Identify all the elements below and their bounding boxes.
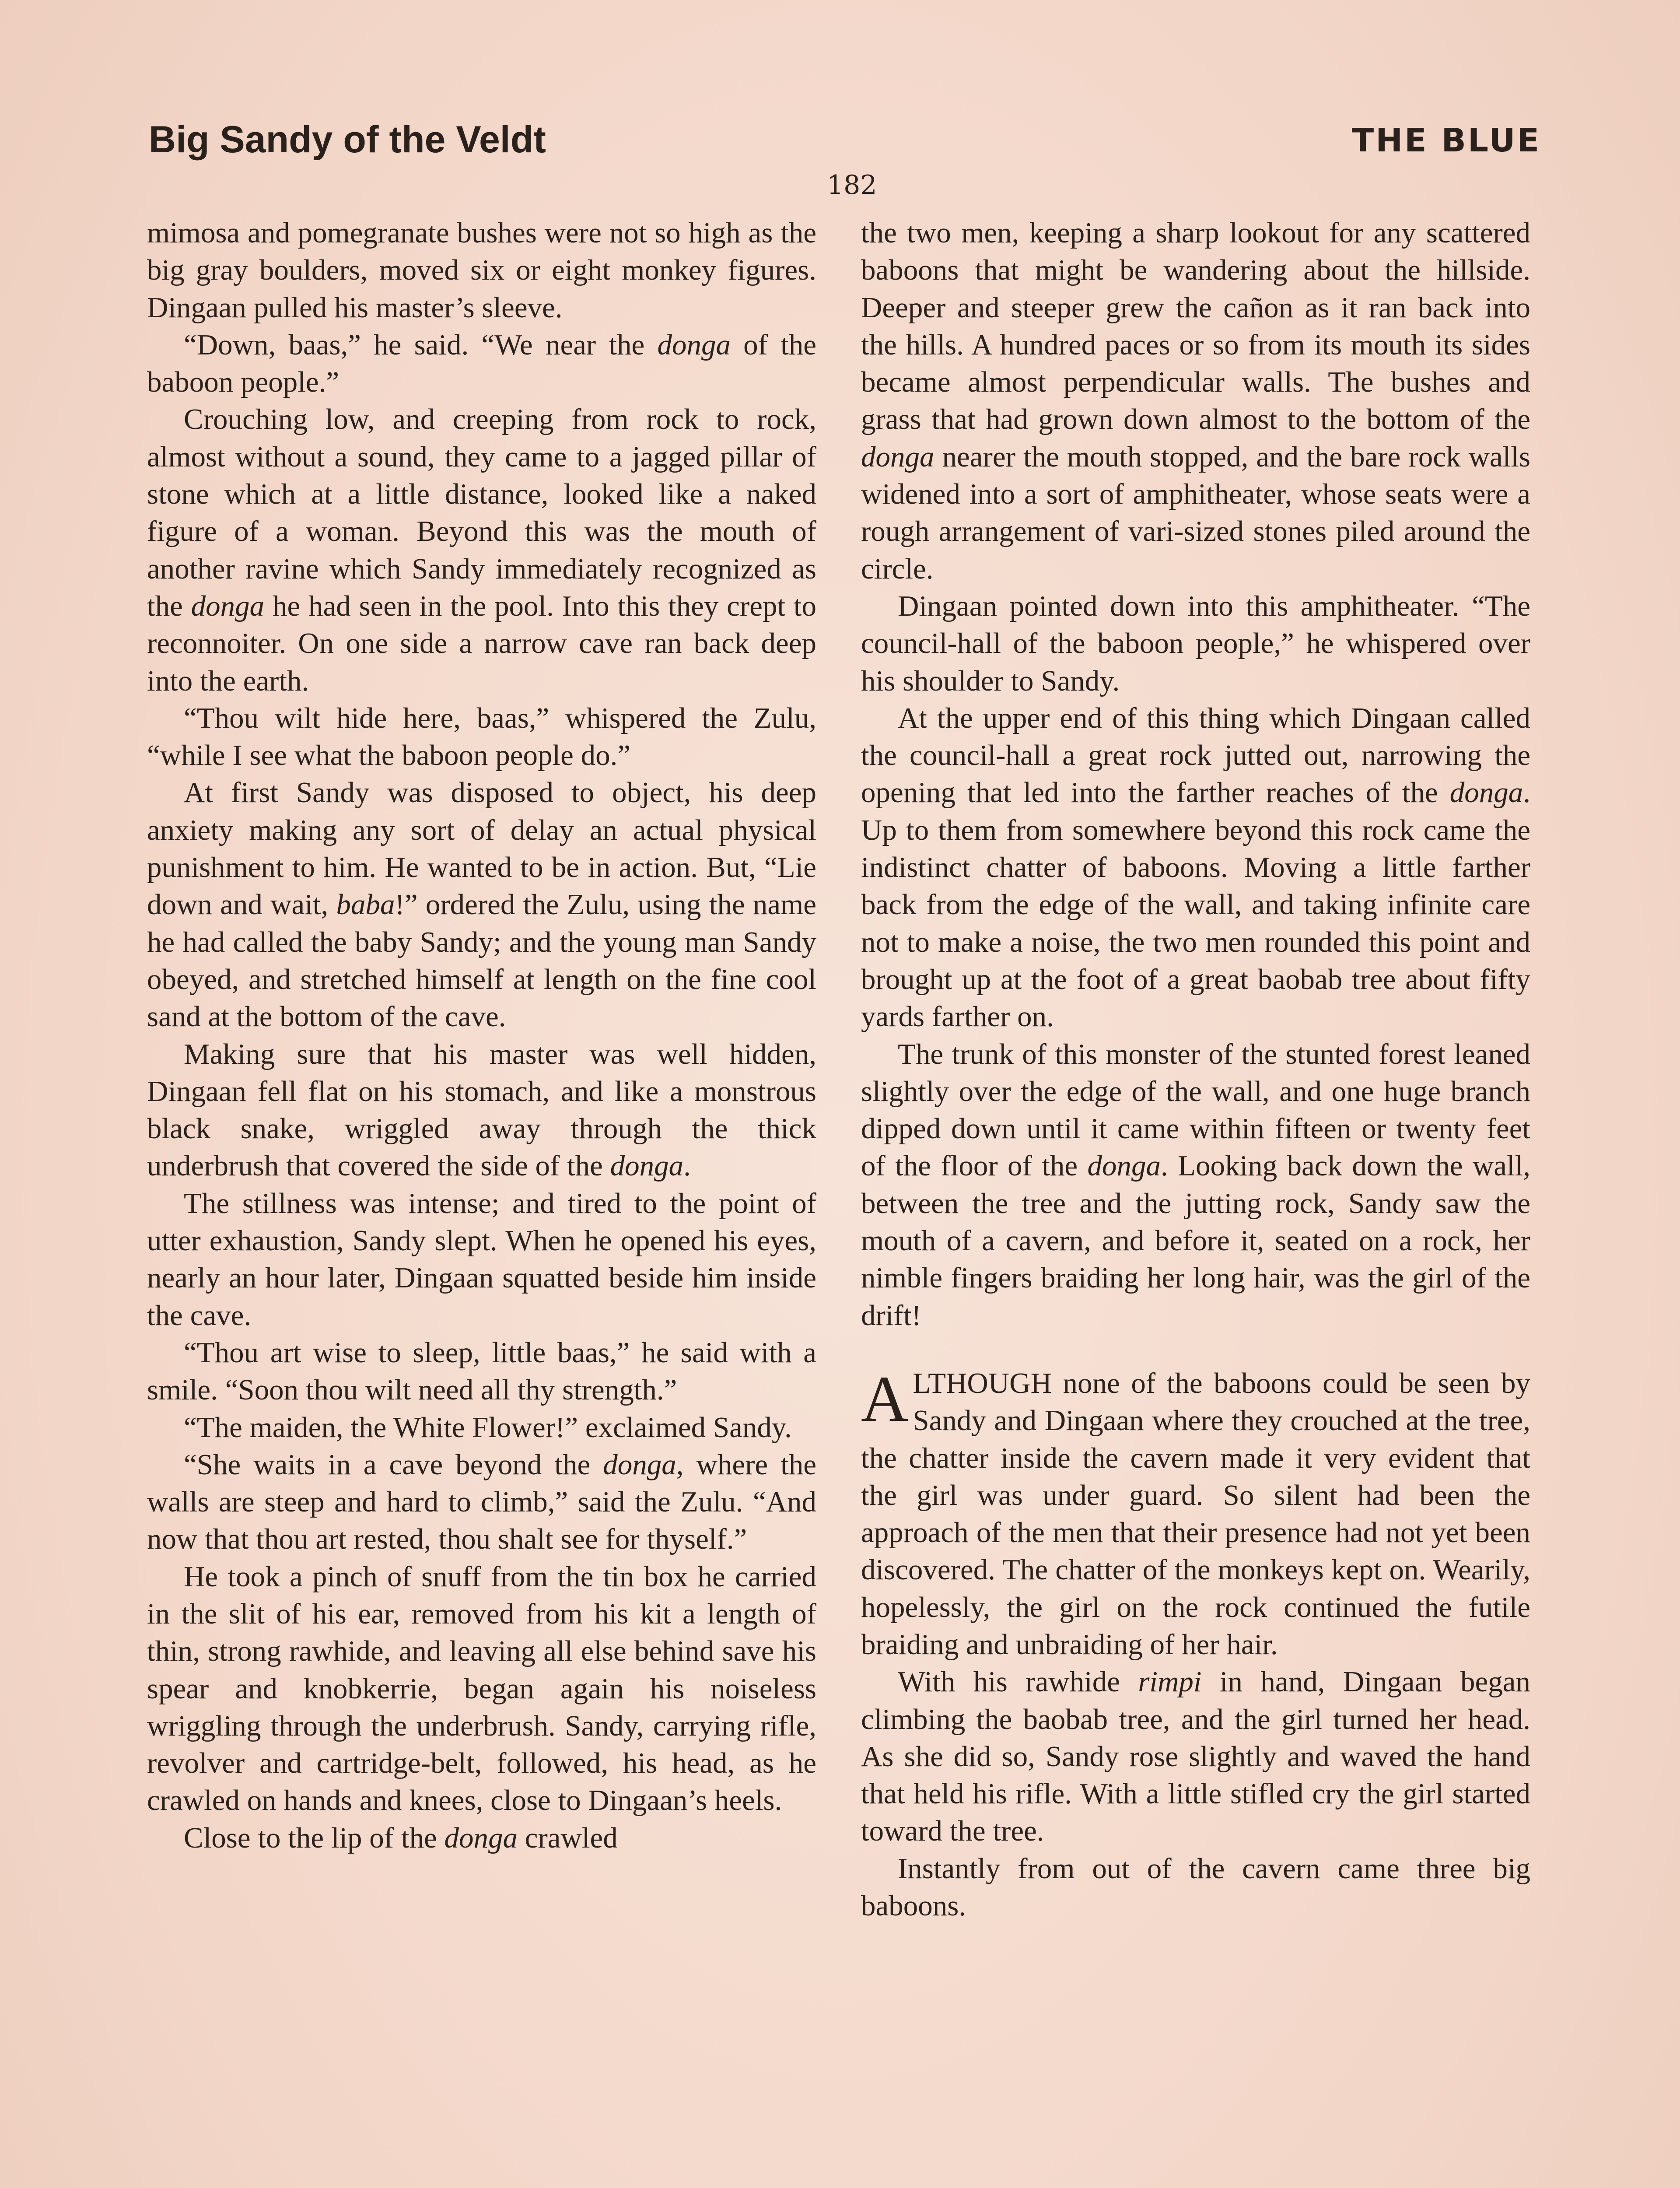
paragraph: Dingaan pointed down into this amphitheater. “The council-hall of the baboon people,” he whispered over his shoulder to Sandy. xyxy=(861,589,1530,697)
section-paragraph: ALTHOUGH none of the baboons could be seen by Sandy and Dingaan where they crouched at the tree, the chatter inside the cavern made it very evident that the girl was under guard. So silent had been the approach of the men that their presence had not yet been discovered. The chatter of the monkeys kept on. Wearily, hopelessly, the girl on the rock continued the futile braiding and unbraiding of her hair. xyxy=(861,1362,1530,1661)
paragraph: “Thou art wise to sleep, little baas,” he said with a smile. “Soon thou wilt need all thy strength.” xyxy=(147,1336,816,1406)
story-title: Big Sandy of the Veldt xyxy=(149,119,546,161)
paragraph: “She waits in a cave beyond the donga, where the walls are steep and hard to climb,” said the Zulu. “And now that thou art rested, thou shalt see for thyself.” xyxy=(147,1448,817,1556)
paragraph: “Down, baas,” he said. “We near the donga of the baboon people.” xyxy=(147,328,816,399)
magazine-name: THE BLUE xyxy=(1351,122,1541,159)
paragraph: “Thou wilt hide here, baas,” whispered the Zulu, “while I see what the baboon people do.” xyxy=(147,701,816,772)
left-column xyxy=(147,214,816,1857)
right-column xyxy=(861,214,1530,1925)
paragraph: At the upper end of this thing which Dingaan called the council-hall a great rock jutted out, narrowing the opening that led into the farther reaches of the donga. Up to them from somewhere beyond this rock came the indistinct chatter of baboons. Moving a little farther back from the edge of the wall, and taking infinite care not to make a noise, the two men rounded this point and brought up at the foot of a great baobab tree about fifty yards farther on. xyxy=(861,701,1530,1033)
paragraph: At first Sandy was disposed to object, his deep anxiety making any sort of delay an actual physical punishment to him. He wanted to be in action. But, “Lie down and wait, baba!” ordered the Zulu, using the name he had called the baby Sandy; and the young man Sandy obeyed, and stretched himself at length on the fine cool sand at the bottom of the cave. xyxy=(147,776,816,1033)
paragraph: The trunk of this monster of the stunted forest leaned slightly over the edge of the wall, and one huge branch dipped down until it came within fifteen or twenty feet of the floor of the donga. Looking back down the wall, between the tree and the jutting rock, Sandy saw the mouth of a cavern, and before it, seated on a rock, her nimble fingers braiding her long hair, was the girl of the drift! xyxy=(861,1038,1530,1332)
paragraph: The stillness was intense; and tired to the point of utter exhaustion, Sandy slept. When he opened his eyes, nearly an hour later, Dingaan squatted beside him inside the cave. xyxy=(147,1187,816,1332)
page-number: 182 xyxy=(827,170,877,200)
paragraph: mimosa and pomegranate bushes were not so high as the big gray boulders, moved six or eight monkey figures. Dingaan pulled his master’s sleeve. xyxy=(147,217,816,324)
paragraph: Instantly from out of the cavern came three big baboons. xyxy=(861,1852,1530,1922)
paragraph: “The maiden, the White Flower!” exclaimed Sandy. xyxy=(184,1411,792,1444)
paragraph: With his rawhide rimpi in hand, Dingaan began climbing the baobab tree, and the girl turned her head. As she did so, Sandy rose slightly and waved the hand that held his rifle. With a little stifled cry the girl started toward the tree. xyxy=(861,1666,1530,1848)
drop-cap: A xyxy=(861,1362,909,1435)
paragraph: Close to the lip of the donga crawled xyxy=(184,1821,618,1854)
paragraph: He took a pinch of snuff from the tin box he carried in the slit of his ear, removed from his kit a length of thin, strong rawhide, and leaving all else behind save his spear and knobkerrie, began again his noiseless wriggling through the underbrush. Sandy, carrying rifle, revolver and cartridge-belt, followed, his head, as he crawled on hands and knees, close to Dingaan’s heels. xyxy=(147,1560,816,1817)
paragraph: Crouching low, and creeping from rock to rock, almost without a sound, they came to a jagged pillar of stone which at a little distance, looked like a naked figure of a woman. Beyond this was the mouth of another ravine which Sandy immediately recognized as the donga he had seen in the pool. Into this they crept to reconnoiter. On one side a narrow cave ran back deep into the earth. xyxy=(147,403,816,697)
paragraph: the two men, keeping a sharp lookout for any scattered baboons that might be wandering about the hillside. Deeper and steeper grew the cañon as it ran back into the hills. A hundred paces or so from its mouth its sides became almost perpendicular walls. The bushes and grass that had grown down almost to the bottom of the donga nearer the mouth stopped, and the bare rock walls widened into a sort of amphitheater, whose seats were a rough arrangement of vari-sized stones piled around the circle. xyxy=(861,217,1530,585)
paragraph: Making sure that his master was well hidden, Dingaan fell flat on his stomach, and like a monstrous black snake, wriggled away through the thick underbrush that covered the side of the donga. xyxy=(147,1038,816,1182)
